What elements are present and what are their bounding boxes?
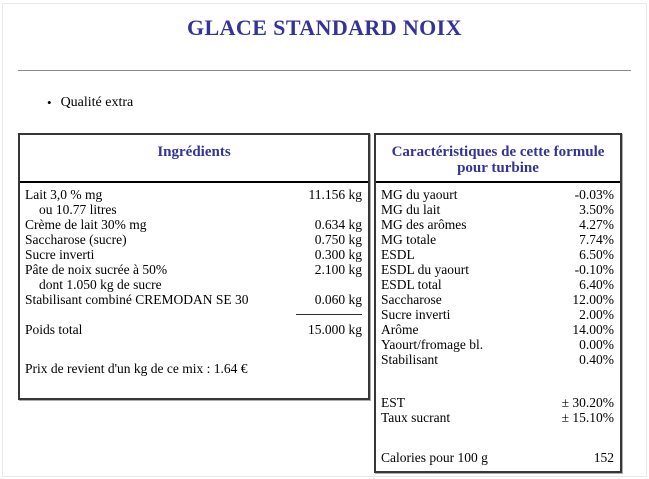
- table-row: [376, 217, 620, 232]
- table-row: [20, 262, 368, 277]
- table-row: [376, 247, 620, 262]
- title-divider: [18, 70, 631, 71]
- row-label: ou 10.77 litres: [39, 202, 117, 217]
- row-label: Crème de lait 30% mg: [25, 217, 147, 232]
- characteristics-header-line2: pour turbine: [457, 160, 539, 176]
- table-row: [376, 202, 620, 217]
- row-label: Calories pour 100 g: [381, 450, 488, 465]
- row-label: MG totale: [381, 232, 437, 247]
- row-label: EST: [381, 395, 406, 410]
- row-value: 2.100 kg: [314, 262, 362, 277]
- characteristics-header: [376, 135, 620, 183]
- table-row: [20, 292, 368, 307]
- row-value: 6.50%: [579, 247, 614, 262]
- row-label: Stabilisant combiné CREMODAN SE 30: [25, 292, 249, 307]
- row-label: dont 1.050 kg de sucre: [39, 277, 162, 292]
- row-spacer: [20, 337, 368, 361]
- table-row: [376, 352, 620, 367]
- table-row: [376, 450, 620, 465]
- row-label: Saccharose (sucre): [25, 232, 127, 247]
- row-value: 0.750 kg: [314, 232, 362, 247]
- row-label: Sucre inverti: [25, 247, 95, 262]
- table-row: [376, 395, 620, 410]
- row-label: MG du yaourt: [381, 187, 458, 202]
- table-row: [20, 247, 368, 262]
- table-row: [376, 187, 620, 202]
- row-label: Prix de revient d'un kg de ce mix : 1.64 €: [25, 361, 248, 376]
- row-value: -0.10%: [574, 262, 614, 277]
- table-row: [20, 322, 368, 337]
- row-label: MG du lait: [381, 202, 441, 217]
- sum-rule: [296, 314, 362, 315]
- characteristics-table: [376, 183, 620, 465]
- row-label: Lait 3,0 % mg: [25, 187, 103, 202]
- table-row: [20, 277, 368, 292]
- row-label: Poids total: [25, 322, 83, 337]
- row-label: Stabilisant: [381, 352, 438, 367]
- row-value: 12.00%: [572, 292, 614, 307]
- table-row: [376, 277, 620, 292]
- row-value: 0.634 kg: [314, 217, 362, 232]
- sum-rule-row: [20, 307, 368, 322]
- row-value: 4.27%: [579, 217, 614, 232]
- table-row: [20, 361, 368, 376]
- row-label: Sucre inverti: [381, 307, 451, 322]
- row-value: 0.00%: [579, 337, 614, 352]
- page-title: GLACE STANDARD NOIX: [187, 15, 462, 40]
- row-label: MG des arômes: [381, 217, 467, 232]
- row-value: ± 15.10%: [561, 410, 614, 425]
- row-value: 6.40%: [579, 277, 614, 292]
- table-row: [20, 187, 368, 202]
- row-value: -0.03%: [574, 187, 614, 202]
- row-label: ESDL: [381, 247, 415, 262]
- row-value: 11.156 kg: [308, 187, 362, 202]
- table-row: [376, 322, 620, 337]
- row-label: Pâte de noix sucrée à 50%: [25, 262, 168, 277]
- row-value: ± 30.20%: [561, 395, 614, 410]
- ingredients-panel: [18, 133, 370, 400]
- ingredients-header: [20, 135, 368, 183]
- table-row: [20, 217, 368, 232]
- characteristics-header-line1: Caractéristiques de cette formule: [391, 144, 605, 160]
- row-value: 0.300 kg: [314, 247, 362, 262]
- row-value: 0.060 kg: [314, 292, 362, 307]
- table-row: [376, 232, 620, 247]
- row-spacer: [376, 367, 620, 395]
- row-label: Taux sucrant: [381, 410, 451, 425]
- row-label: Saccharose: [381, 292, 442, 307]
- table-row: [376, 410, 620, 425]
- row-value: 2.00%: [579, 307, 614, 322]
- ingredients-table: [20, 183, 368, 376]
- row-label: ESDL du yaourt: [381, 262, 469, 277]
- table-row: [376, 262, 620, 277]
- quality-note: [47, 95, 133, 111]
- row-value: 152: [593, 450, 614, 465]
- row-value: 7.74%: [579, 232, 614, 247]
- ingredients-header-label: Ingrédients: [157, 144, 231, 160]
- row-value: 3.50%: [579, 202, 614, 217]
- table-row: [376, 307, 620, 322]
- row-value: 0.40%: [579, 352, 614, 367]
- row-spacer: [376, 425, 620, 450]
- table-row: [376, 337, 620, 352]
- table-row: [376, 292, 620, 307]
- characteristics-panel: [374, 133, 622, 473]
- row-value: 14.00%: [572, 322, 614, 337]
- table-row: [20, 232, 368, 247]
- quality-note-label: Qualité extra: [60, 95, 134, 110]
- row-label: ESDL total: [381, 277, 442, 292]
- row-value: 15.000 kg: [308, 322, 362, 337]
- row-label: Arôme: [381, 322, 419, 337]
- row-label: Yaourt/fromage bl.: [381, 337, 484, 352]
- table-row: [20, 202, 368, 217]
- bullet-icon: •: [47, 95, 52, 110]
